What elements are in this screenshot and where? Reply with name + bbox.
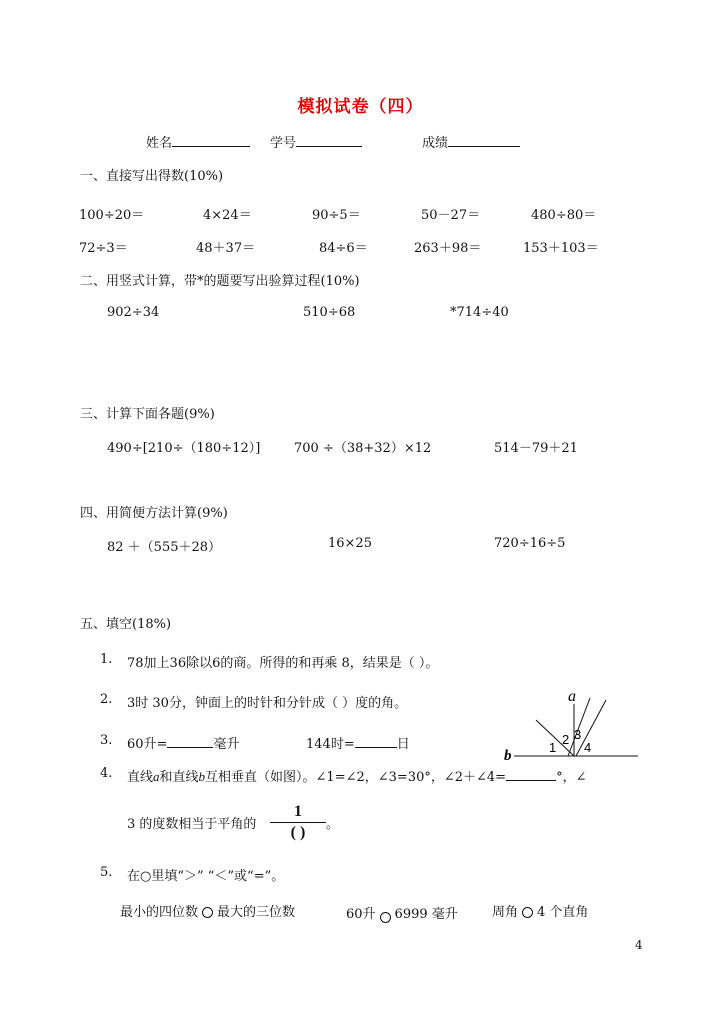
label-a: a [568, 688, 576, 705]
problem: 82 ＋（555＋28） [107, 540, 222, 555]
score-label: 成绩 [422, 136, 449, 151]
problem: 48＋37＝ [196, 241, 256, 256]
question-number: 5. [100, 865, 113, 880]
question-text: 78加上36除以6的商。所得的和再乘 8，结果是（ ）。 [127, 656, 439, 671]
answer-blank[interactable] [167, 735, 213, 748]
problem: 100÷20＝ [79, 208, 145, 223]
problem: 700 ÷（38+32）×12 [294, 441, 432, 456]
section4-heading: 四、用简便方法计算(9%) [80, 506, 228, 521]
q4-text: 直线 [127, 770, 154, 785]
section5-heading: 五、填空(18%) [80, 617, 172, 632]
answer-blank[interactable] [506, 768, 556, 781]
id-field [270, 132, 362, 151]
fraction-numerator: 1 [294, 803, 302, 820]
problem: 263＋98＝ [414, 241, 482, 256]
name-field [146, 132, 250, 151]
var-b: b [198, 769, 206, 784]
question-text [127, 733, 239, 752]
label-b: b [504, 748, 512, 764]
angle-label-1: 1 [549, 740, 557, 755]
problem: 4×24＝ [203, 208, 252, 223]
compare-item [120, 901, 295, 920]
page-number: 4 [635, 938, 643, 952]
question-number: 2. [100, 692, 113, 707]
angle-label-3: 3 [574, 727, 582, 742]
angle-figure [500, 684, 650, 766]
compare-right: 6999 毫升 [394, 907, 458, 922]
section3-heading: 三、计算下面各题(9%) [80, 407, 215, 422]
compare-circle[interactable] [202, 907, 213, 918]
problem: 90÷5＝ [312, 208, 361, 223]
question-number: 4. [100, 766, 113, 781]
compare-circle[interactable] [522, 907, 533, 918]
compare-left: 最小的四位数 [120, 905, 199, 920]
problem: 480÷80＝ [531, 208, 597, 223]
angle-label-4: 4 [584, 740, 592, 755]
q3-part-b: 144时= [306, 737, 355, 752]
problem: 50－27＝ [421, 208, 481, 223]
id-blank[interactable] [296, 134, 362, 147]
id-label: 学号 [270, 136, 297, 151]
fraction [270, 803, 326, 842]
answer-blank[interactable] [355, 735, 397, 748]
compare-right: 4 个直角 [537, 905, 589, 920]
question-number: 1. [100, 652, 113, 667]
name-blank[interactable] [172, 134, 250, 147]
problem: 510÷68 [303, 305, 356, 320]
section2-heading: 二、用竖式计算，带*的题要写出验算过程(10%) [80, 274, 360, 289]
compare-item [346, 903, 458, 923]
question-text [306, 733, 410, 752]
page-title: 模拟试卷（四） [297, 97, 424, 117]
problem: 153＋103＝ [523, 241, 599, 256]
question-text: 3时 30分，钟面上的时针和分针成（ ）度的角。 [127, 696, 408, 711]
q4-text: °，∠ [556, 770, 587, 785]
problem: *714÷40 [450, 305, 509, 320]
q3-part-a: 60升= [127, 737, 168, 752]
q3-unit-a: 毫升 [213, 737, 240, 752]
question-text: 在○里填“＞” “＜”或“=”。 [127, 869, 285, 884]
q3-unit-b: 日 [396, 737, 410, 752]
compare-left: 周角 [492, 905, 519, 920]
question-text [127, 766, 586, 785]
problem: 720÷16÷5 [494, 536, 566, 551]
problem: 514－79＋21 [494, 441, 578, 456]
problem: 902÷34 [107, 305, 160, 320]
compare-left: 60升 [346, 907, 376, 922]
fraction-denominator[interactable]: ( ) [290, 824, 306, 841]
name-label: 姓名 [146, 136, 173, 151]
question-number: 3. [100, 733, 113, 748]
problem: 490÷[210÷（180÷12）] [107, 441, 261, 456]
score-field [422, 132, 520, 151]
angle-label-2: 2 [562, 732, 570, 747]
question-text: 。 [326, 817, 340, 832]
problem: 84÷6＝ [319, 241, 368, 256]
problem: 72÷3＝ [79, 241, 128, 256]
problem: 16×25 [328, 536, 372, 551]
compare-circle[interactable] [380, 912, 391, 923]
fraction-bar [270, 822, 326, 823]
score-blank[interactable] [448, 134, 520, 147]
section1-heading: 一、直接写出得数(10%) [80, 169, 224, 184]
compare-item [492, 901, 588, 920]
q4-text: 和直线 [159, 770, 199, 785]
compare-right: 最大的三位数 [217, 905, 296, 920]
var-a: a [153, 769, 160, 784]
question-text: 3 的度数相当于平角的 [127, 817, 257, 832]
q4-text: 互相垂直（如图）。∠1=∠2，∠3=30°，∠2＋∠4= [205, 770, 507, 785]
